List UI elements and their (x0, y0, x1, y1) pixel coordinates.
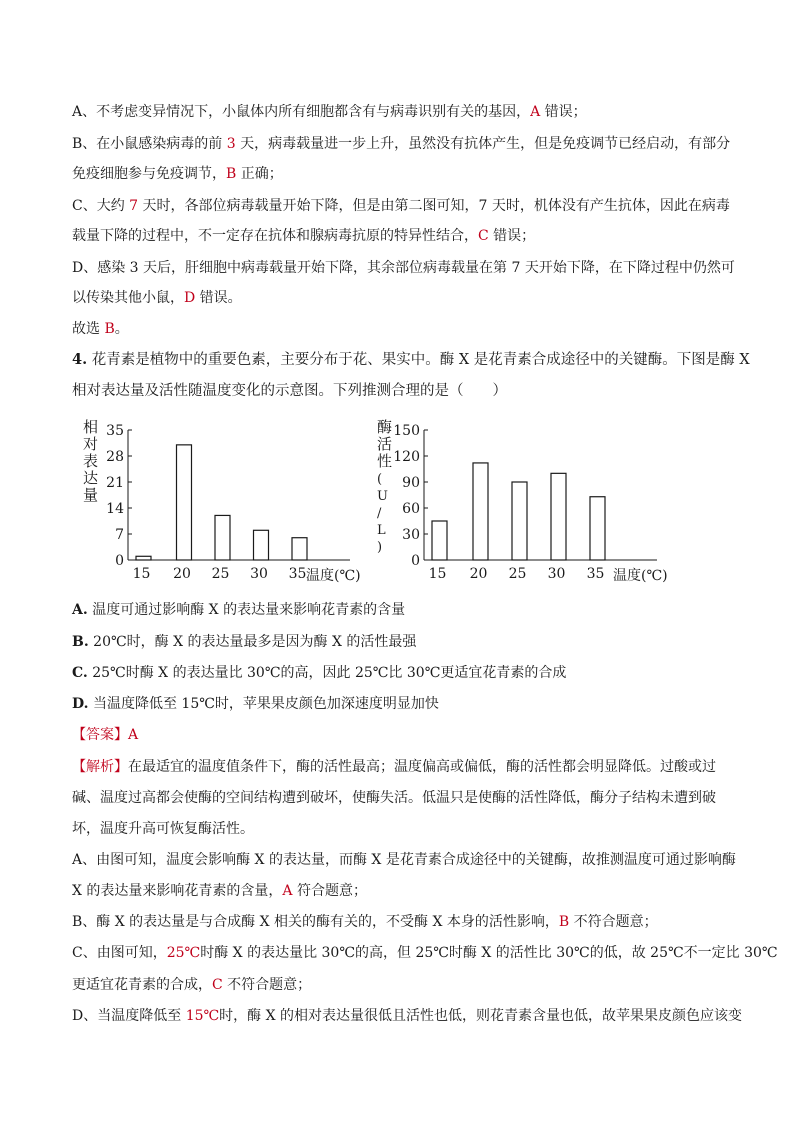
y-axis-label: 酶活性( U / L ) (377, 418, 393, 555)
text: B、在小鼠感染病毒的前 (72, 136, 227, 152)
analysis-line (72, 820, 732, 838)
option-c (72, 664, 732, 682)
explanation-line (72, 135, 732, 153)
highlight: A (530, 104, 541, 120)
text: 以传染其他小鼠， (72, 290, 184, 306)
text: 时，酶 X 的相对表达量很低且活性也低，则花青素含量也低，故苹果果皮颜色应该变 (219, 1008, 743, 1024)
bar-25 (215, 515, 230, 560)
text: D、当温度降低至 (72, 1008, 186, 1024)
x-tick-label: 25 (508, 566, 527, 582)
highlight: C (212, 977, 223, 993)
option-b (72, 633, 732, 651)
y-tick-label: 30 (402, 527, 420, 543)
option-label: D. (72, 696, 89, 712)
text: A、由图可知，温度会影响酶 X 的表达量，而酶 X 是花青素合成途径中的关键酶，故推测温度可通过影响酶 (72, 852, 736, 868)
x-tick-label: 30 (547, 566, 566, 582)
highlight: 25℃ (166, 945, 201, 961)
analysis-line (72, 789, 732, 807)
y-tick-label: 21 (106, 475, 124, 491)
explanation-line (72, 103, 732, 121)
bar-20 (473, 463, 488, 560)
x-axis-label: 温度(℃) (306, 568, 361, 584)
y-tick-label: 7 (115, 527, 124, 543)
y-tick-label: 60 (402, 501, 420, 517)
question-stem (72, 351, 750, 369)
text: 更适宜花青素的合成， (72, 977, 212, 993)
bar-30 (551, 473, 566, 560)
y-tick-label: 120 (393, 449, 420, 465)
explanation-item (72, 976, 732, 994)
bar-15 (136, 556, 151, 560)
option-label: A. (72, 602, 88, 618)
option-a (72, 601, 732, 619)
explanation-line (72, 227, 732, 245)
analysis-text: 在最适宜的温度值条件下，酶的活性最高；温度偏高或偏低，酶的活性都会明显降低。过酸或过 (128, 759, 716, 775)
text: 天，病毒载量进一步上升，虽然没有抗体产生，但是免疫调节已经启动，有部分 (235, 136, 731, 152)
text: 错误。 (195, 290, 242, 306)
analysis-tag: 【解析】 (72, 759, 128, 775)
bar-35 (292, 538, 307, 560)
activity-chart (372, 418, 682, 588)
x-tick-label: 20 (469, 566, 488, 582)
highlight: B (558, 914, 570, 930)
y-tick-label: 90 (402, 475, 420, 491)
y-axis-label: 相对表达量 (83, 418, 99, 504)
text: A、不考虑变异情况下，小鼠体内所有细胞都含有与病毒识别有关的基因， (72, 104, 531, 120)
bar-25 (512, 482, 527, 560)
bar-35 (590, 497, 605, 560)
text: C、大约 (72, 198, 130, 214)
text: 符合题意； (292, 883, 367, 899)
question-text: 相对表达量及活性随温度变化的示意图。下列推测合理的是（ ） (72, 383, 507, 399)
text: 不符合题意； (222, 977, 312, 993)
y-tick-label: 35 (106, 423, 124, 439)
bar-15 (432, 521, 447, 560)
highlight: A (282, 883, 293, 899)
bar-20 (177, 445, 192, 560)
text: 天时，各部位病毒载量开始下降，但是由第二图可知，7 天时，机体没有产生抗体，因此在病毒 (138, 198, 730, 214)
highlight: B (226, 166, 237, 182)
highlight: D (184, 290, 196, 306)
text: 错误； (488, 228, 536, 244)
y-tick-label: 28 (106, 449, 124, 465)
analysis-text: 坏，温度升高可恢复酶活性。 (72, 821, 254, 837)
text: C、由图可知， (72, 945, 167, 961)
option-text: 当温度降低至 15℃时，苹果果皮颜色加深速度明显加快 (92, 696, 439, 712)
text: D、感染 3 天后，肝细胞中病毒载量开始下降，其余部位病毒载量在第 7 天开始下降，在下降过程中仍然可 (72, 260, 735, 276)
x-axis-label: 温度(℃) (613, 568, 668, 584)
highlight: 3 (226, 136, 236, 152)
x-tick-label: 35 (586, 566, 605, 582)
question-stem-line2 (72, 382, 732, 400)
y-tick-label: 0 (115, 553, 124, 569)
option-d (72, 695, 732, 713)
explanation-line (72, 259, 735, 277)
highlight: C (478, 228, 489, 244)
x-tick-label: 25 (211, 566, 230, 582)
x-tick-label: 15 (428, 566, 447, 582)
answer-tag: 【答案】 (72, 727, 128, 743)
option-text: 25℃时酶 X 的表达量比 30℃的高，因此 25℃比 30℃更适宜花青素的合成 (92, 665, 567, 681)
highlight: 7 (129, 198, 139, 214)
x-tick-label: 15 (132, 566, 151, 582)
explanation-line (72, 289, 732, 307)
highlight: 15℃ (185, 1008, 220, 1024)
explanation-line (72, 197, 732, 215)
answer-line (72, 726, 732, 744)
explanation-item (72, 913, 732, 931)
option-label: C. (72, 665, 88, 681)
analysis-line (72, 758, 732, 776)
option-text: 温度可通过影响酶 X 的表达量来影响花青素的含量 (92, 602, 406, 618)
explanation-line (72, 165, 732, 183)
text: B、酶 X 的表达量是与合成酶 X 相关的酶有关的，不受酶 X 本身的活性影响， (72, 914, 559, 930)
question-text: 花青素是植物中的重要色素，主要分布于花、果实中。酶 X 是花青素合成途径中的关键酶。下图是酶 X (91, 352, 750, 368)
y-tick-label: 14 (106, 501, 124, 517)
x-tick-label: 30 (250, 566, 268, 582)
highlight: B (104, 321, 115, 337)
explanation-item (72, 944, 778, 962)
x-tick-label: 35 (288, 566, 307, 582)
text: 载量下降的过程中，不一定存在抗体和腺病毒抗原的特异性结合， (72, 228, 478, 244)
analysis-text: 碱、温度过高都会使酶的空间结构遭到破坏，使酶失活。低温只是使酶的活性降低，酶分子结构未遭到破 (72, 790, 716, 806)
x-tick-label: 20 (173, 566, 191, 582)
text: 。 (114, 321, 129, 337)
explanation-item (72, 882, 732, 900)
text: 时酶 X 的表达量比 30℃的高，但 25℃时酶 X 的活性比 30℃的低，故 25℃不一定比 30℃ (200, 945, 778, 961)
text: 正确； (236, 166, 283, 182)
activity-bar-chart (372, 418, 682, 588)
answer-value: A (128, 727, 139, 743)
text: 错误； (540, 104, 587, 120)
y-tick-label: 0 (411, 553, 420, 569)
question-number: 4. (72, 351, 88, 368)
option-label: B. (72, 634, 89, 650)
expression-chart (78, 418, 378, 588)
option-text: 20℃时，酶 X 的表达量最多是因为酶 X 的活性最强 (93, 634, 417, 650)
text: 免疫细胞参与免疫调节， (72, 166, 226, 182)
bar-30 (254, 530, 269, 560)
conclusion-line (72, 320, 732, 338)
text: 不符合题意； (569, 914, 658, 930)
text: 故选 (72, 321, 105, 337)
explanation-item (72, 851, 736, 869)
text: X 的表达量来影响花青素的含量， (72, 883, 283, 899)
explanation-item (72, 1007, 743, 1025)
expression-bar-chart (78, 418, 378, 588)
y-tick-label: 150 (393, 423, 420, 439)
